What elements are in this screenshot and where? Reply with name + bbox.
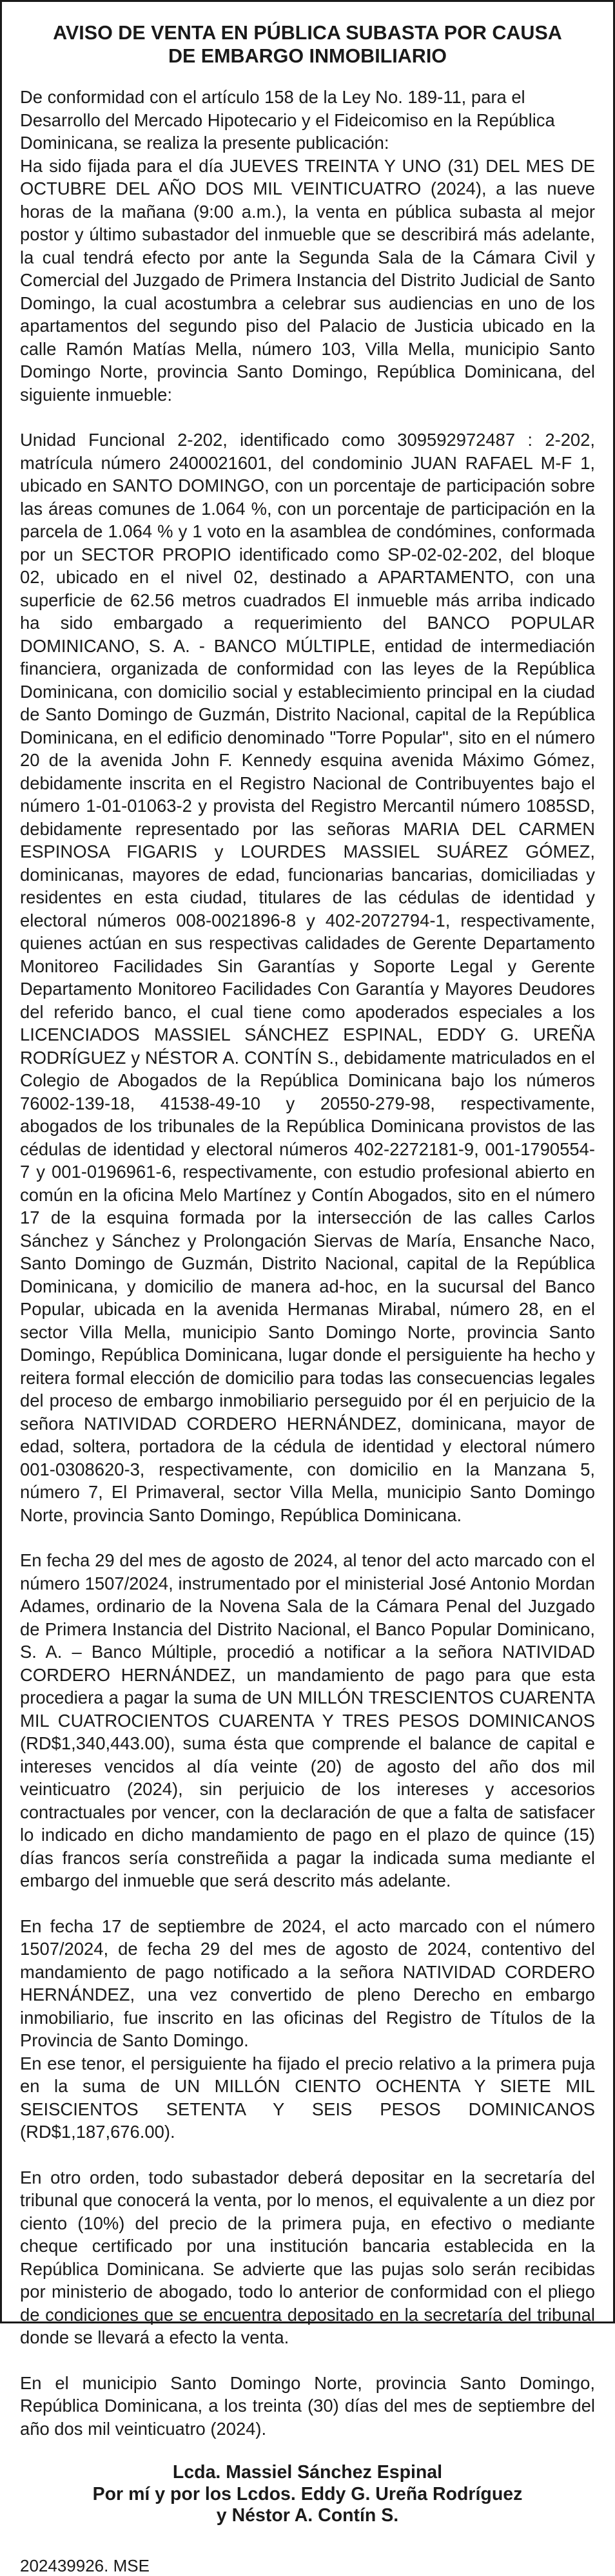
notice-title-line-1: AVISO DE VENTA EN PÚBLICA SUBASTA POR CAUSA bbox=[53, 22, 562, 44]
paragraph-auction-date: Ha sido fijada para el día JUEVES TREINTA Y UNO (31) DEL MES DE OCTUBRE DEL AÑO DOS MIL VEINTICUATRO (2024), a las nueve horas de la mañana (9:00 a.m.), la venta en pública subasta al mejor postor y último subastador del inmueble que se describirá más adelante, la cual tendrá efecto por ante la Segunda Sala de la Cámara Civil y Comercial del Juzgado de Primera Instancia del Distrito Judicial de Santo Domingo, la cual acostumbra a celebrar sus audiencias en uno de los apartamentos del segundo piso del Palacio de Justicia ubicado en la calle Ramón Matías Mella, número 103, Villa Mella, municipio Santo Domingo Norte, provincia Santo Domingo, República Dominicana, del siguiente inmueble: bbox=[20, 155, 595, 405]
notice-body-property bbox=[20, 428, 595, 1526]
notice-title-line-2: DE EMBARGO INMOBILIARIO bbox=[168, 45, 447, 67]
paragraph-first-bid-price: En ese tenor, el persiguiente ha fijado el precio relativo a la primera puja en la suma de UN MILLÓN CIENTO OCHENTA Y SIETE MIL SEISCIENTOS SETENTA Y SEIS PESOS DOMINICANOS (RD$1,187,676.00). bbox=[20, 2053, 595, 2142]
notice-body-registration bbox=[20, 1915, 595, 2144]
notice-body-payment-order bbox=[20, 1549, 595, 1892]
paragraph-place-date: En el municipio Santo Domingo Norte, provincia Santo Domingo, República Dominicana, a los treinta (30) días del mes de septiembre del año dos mil veinticuatro (2024). bbox=[20, 2372, 595, 2439]
notice-intro bbox=[20, 86, 595, 406]
reference-code: 202439926. MSE bbox=[20, 2555, 150, 2575]
signature-block bbox=[20, 2462, 595, 2527]
paragraph-property-description: Unidad Funcional 2-202, identificado como 309592972487 : 2-202, matrícula número 2400021601, del condominio JUAN RAFAEL M-F 1, ubicado en SANTO DOMINGO, con un porcentaje de participación sobre las áreas comunes de 1.064 %, con un porcentaje de participación en la parcela de 1.064 % y 1 voto en la asamblea de condómines, conformada por un SECTOR PROPIO identificado como SP-02-02-202, del bloque 02, ubicado en el nivel 02, destinado a APARTAMENTO, con una superficie de 62.56 metros cuadrados El inmueble más arriba indicado ha sido embargado a requerimiento del BANCO POPULAR DOMINICANO, S. A. - BANCO MÚLTIPLE, entidad de intermediación financiera, organizada de conformidad con las leyes de la República Dominicana, con domicilio social y establecimiento principal en la ciudad de Santo Domingo de Guzmán, Distrito Nacional, capital de la República Dominicana, en el edificio denominado "Torre Popular", sito en el número 20 de la avenida John F. Kennedy esquina avenida Máximo Gómez, debidamente inscrita en el Registro Nacional de Contribuyentes bajo el número 1-01-01063-2 y provista del Registro Mercantil número 1085SD, debidamente representado por las señoras MARIA DEL CARMEN ESPINOSA FIGARIS y LOURDES MASSIEL SUÁREZ GÓMEZ, dominicanas, mayores de edad, funcionarias bancarias, domiciliadas y residentes en esta ciudad, titulares de las cédulas de identidad y electoral números 008-0021896-8 y 402-2072794-1, respectivamente, quienes actúan en sus respectivas calidades de Gerente Departamento Monitoreo Facilidades Sin Garantías y Soporte Legal y Gerente Departamento Monitoreo Facilidades Con Garantía y Mayores Deudores del referido banco, el cual tiene como apoderados especiales a los LICENCIADOS MASSIEL SÁNCHEZ ESPINAL, EDDY G. UREÑA RODRÍGUEZ y NÉSTOR A. CONTÍN S., debidamente matriculados en el Colegio de Abogados de la República Dominicana bajo los números 76002-139-18, 41538-49-10 y 20550-279-98, respectivamente, abogados de los tribunales de la República Dominicana provistos de las cédulas de identidad y electoral números 402-2272181-9, 001-1790554-7 y 001-0196961-6, respectivamente, con estudio profesional abierto en común en la oficina Melo Martínez y Contín Abogados, sito en el número 17 de la esquina formada por la intersección de las calles Carlos Sánchez y Sánchez y Prolongación Siervas de María, Ensanche Naco, Santo Domingo de Guzmán, Distrito Nacional, capital de la República Dominicana, y domicilio de manera ad-hoc, en la sucursal del Banco Popular, ubicada en la avenida Hermanas Mirabal, número 28, en el sector Villa Mella, municipio Santo Domingo Norte, provincia Santo Domingo, República Dominicana, lugar donde el persiguiente ha hecho y reitera formal elección de domicilio para todas las consecuencias legales del proceso de embargo inmobiliario perseguido por él en perjuicio de la señora NATIVIDAD CORDERO HERNÁNDEZ, dominicana, mayor de edad, soltera, portadora de la cédula de identidad y electoral número 001-0308620-3, respectivamente, con domicilio en la Manzana 5, número 7, El Primaveral, sector Villa Mella, municipio Santo Domingo Norte, provincia Santo Domingo, República Dominicana. bbox=[20, 430, 595, 1525]
intro-lead: De conformidad con el artículo 158 de la Ley No. 189-11, para el Desarrollo del Mercado Hipotecario y el Fideicomiso en la República Dominicana, se realiza la presente publicación: bbox=[20, 87, 555, 153]
paragraph-registration: En fecha 17 de septiembre de 2024, el acto marcado con el número 1507/2024, de fecha 29 del mes de agosto de 2024, contentivo del mandamiento de pago notificado a la señora NATIVIDAD CORDERO HERNÁNDEZ, una vez convertido de pleno Derecho en embargo inmobiliario, fue inscrito en las oficinas del Registro de Títulos de la Provincia de Santo Domingo. bbox=[20, 1916, 595, 2050]
signature-line-2: Por mí y por los Lcdos. Eddy G. Ureña Rodríguez bbox=[92, 2483, 523, 2504]
paragraph-payment-order: En fecha 29 del mes de agosto de 2024, al tenor del acto marcado con el número 1507/2024, instrumentado por el ministerial José Antonio Mordan Adames, ordinario de la Novena Sala de la Cámara Penal del Juzgado de Primera Instancia del Distrito Nacional, el Banco Popular Dominicano, S. A. – Banco Múltiple, procedió a notificar a la señora NATIVIDAD CORDERO HERNÁNDEZ, un mandamiento de pago para que esta procediera a pagar la suma de UN MILLÓN TRESCIENTOS CUARENTA MIL CUATROCIENTOS CUARENTA Y TRES PESOS DOMINICANOS (RD$1,340,443.00), suma ésta que comprende el balance de capital e intereses vencidos al día veinte (20) de agosto del año dos mil veinticuatro (2024), sin perjuicio de los intereses y accesorios contractuales por vencer, con la declaración de que a falta de satisfacer lo indicado en dicho mandamiento de pago en el plazo de quince (15) días francos sería constreñida a pagar la indicada suma mediante el embargo del inmueble que será descrito más adelante. bbox=[20, 1550, 595, 1890]
paragraph-bidding-rules: En otro orden, todo subastador deberá depositar en la secretaría del tribunal que conocerá la venta, por lo menos, el equivalente a un diez por ciento (10%) del precio de la primera puja, en efectivo o mediante cheque certificado por una institución bancaria establecida en la República Dominicana. Se advierte que las pujas solo serán recibidas por ministerio de abogado, todo lo anterior de conformidad con el pliego de condiciones que se encuentra depositado en la secretaría del tribunal donde se llevará a efecto la venta. bbox=[20, 2167, 595, 2347]
signature-line-1: Lcda. Massiel Sánchez Espinal bbox=[172, 2462, 443, 2483]
notice-body-bidding-rules bbox=[20, 2166, 595, 2349]
signature-line-3: y Néstor A. Contín S. bbox=[216, 2505, 399, 2526]
notice-title bbox=[20, 21, 595, 68]
notice-body-place-date bbox=[20, 2372, 595, 2441]
